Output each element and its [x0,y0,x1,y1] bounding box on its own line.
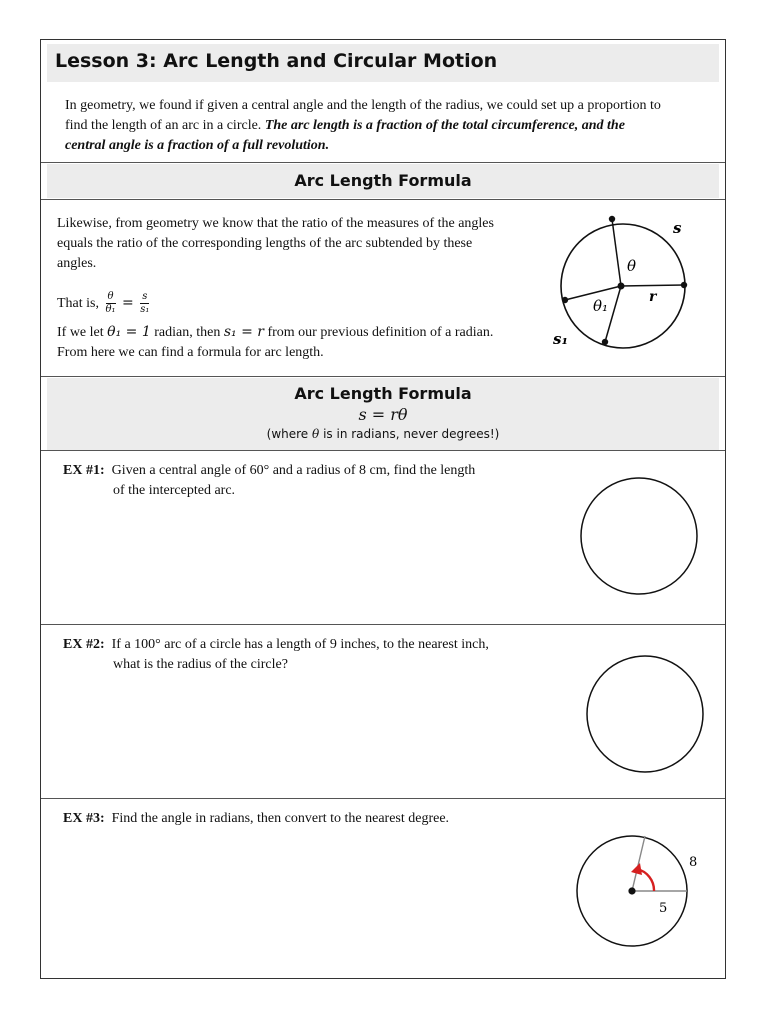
example-1 [63,461,553,501]
radius-line [612,219,621,286]
example-3-diagram [573,830,713,954]
page-title: Lesson 3: Arc Length and Circular Motion [55,50,498,72]
arc-point [681,282,687,288]
let-prefix: If we let [57,325,104,340]
equals-sign: = [122,295,134,311]
label-r: r [649,289,657,305]
ratio-fraction-left [106,291,116,316]
fraction-numerator: θ [107,291,114,303]
worksheet-page [40,39,726,979]
example-1-circle [577,474,701,598]
fraction-denominator: θ₁ [105,304,116,316]
arrowhead-icon [631,863,642,875]
example-text: Find the angle in radians, then convert to the nearest degree. [111,811,450,826]
answer-circle [581,478,697,594]
divider [41,798,725,799]
that-is-line [57,286,257,320]
answer-circle [587,656,703,772]
example-2-circle [583,652,707,776]
radius-line [632,836,645,891]
example-text: what is the radius of the circle? [113,657,288,672]
divider [41,162,725,163]
section-heading: Arc Length Formula [294,171,472,190]
example-label: EX #3: [63,811,105,826]
section-header-arc-length [47,164,719,198]
let-mid: radian, then [154,325,221,340]
theta1-equation: θ₁ = 1 [107,324,151,340]
label-theta1: θ₁ [593,297,609,315]
intro-emphasis: The arc length is a fraction of the total circumference, and the central angle is a fraction of a full revolution. [65,118,625,153]
example-label: EX #1: [63,463,105,478]
ratio-fraction-right [140,291,149,316]
that-is-label: That is, [57,296,99,311]
example-text: Given a central angle of 60° and a radius of 8 cm, find the length [111,463,476,478]
radian-definition-paragraph [57,322,507,363]
example-text: of the intercepted arc. [113,483,236,498]
arc-point [562,297,568,303]
section-header-formula [47,378,719,450]
intro-paragraph [65,96,665,156]
note-suffix: is in radians, never degrees!) [323,427,500,441]
center-point [628,887,635,894]
example-label: EX #2: [63,637,105,652]
divider [41,624,725,625]
arc-length-label: 8 [689,855,698,870]
example-3 [63,809,563,829]
divider [41,376,725,377]
ratio-paragraph: Likewise, from geometry we know that the ratio of the measures of the angles equals the ratio of the corresponding lengths of the arc subtended by these angles. [57,216,494,271]
s1-equation: s₁ = r [223,324,264,340]
arc-point [602,339,608,345]
radius-label: 5 [659,901,668,916]
fraction-denominator: s₁ [140,304,150,316]
label-s: s [673,219,682,237]
intro-text: In geometry, we found if given a central angle and the length of the radius, we could set up a proportion to find the length of an arc in a circle. [65,98,661,133]
center-point [618,283,625,290]
example-text: If a 100° arc of a circle has a length of 9 inches, to the nearest inch, [111,637,489,652]
note-theta: θ [312,427,320,441]
label-s1: s₁ [553,330,569,348]
radius-line [621,285,684,286]
arc-point [609,216,615,222]
label-theta: θ [627,257,637,275]
formula: s = rθ [358,405,408,424]
formula-note [47,426,719,442]
let-suffix: from our previous definition of a radian. From here we can find a formula for arc length. [57,325,494,360]
divider [41,199,725,200]
divider [41,450,725,451]
note-prefix: (where [266,427,309,441]
formula-heading: Arc Length Formula [294,384,472,403]
arc-length-diagram [541,208,711,358]
fraction-numerator: s [142,291,148,303]
example-2 [63,635,563,675]
